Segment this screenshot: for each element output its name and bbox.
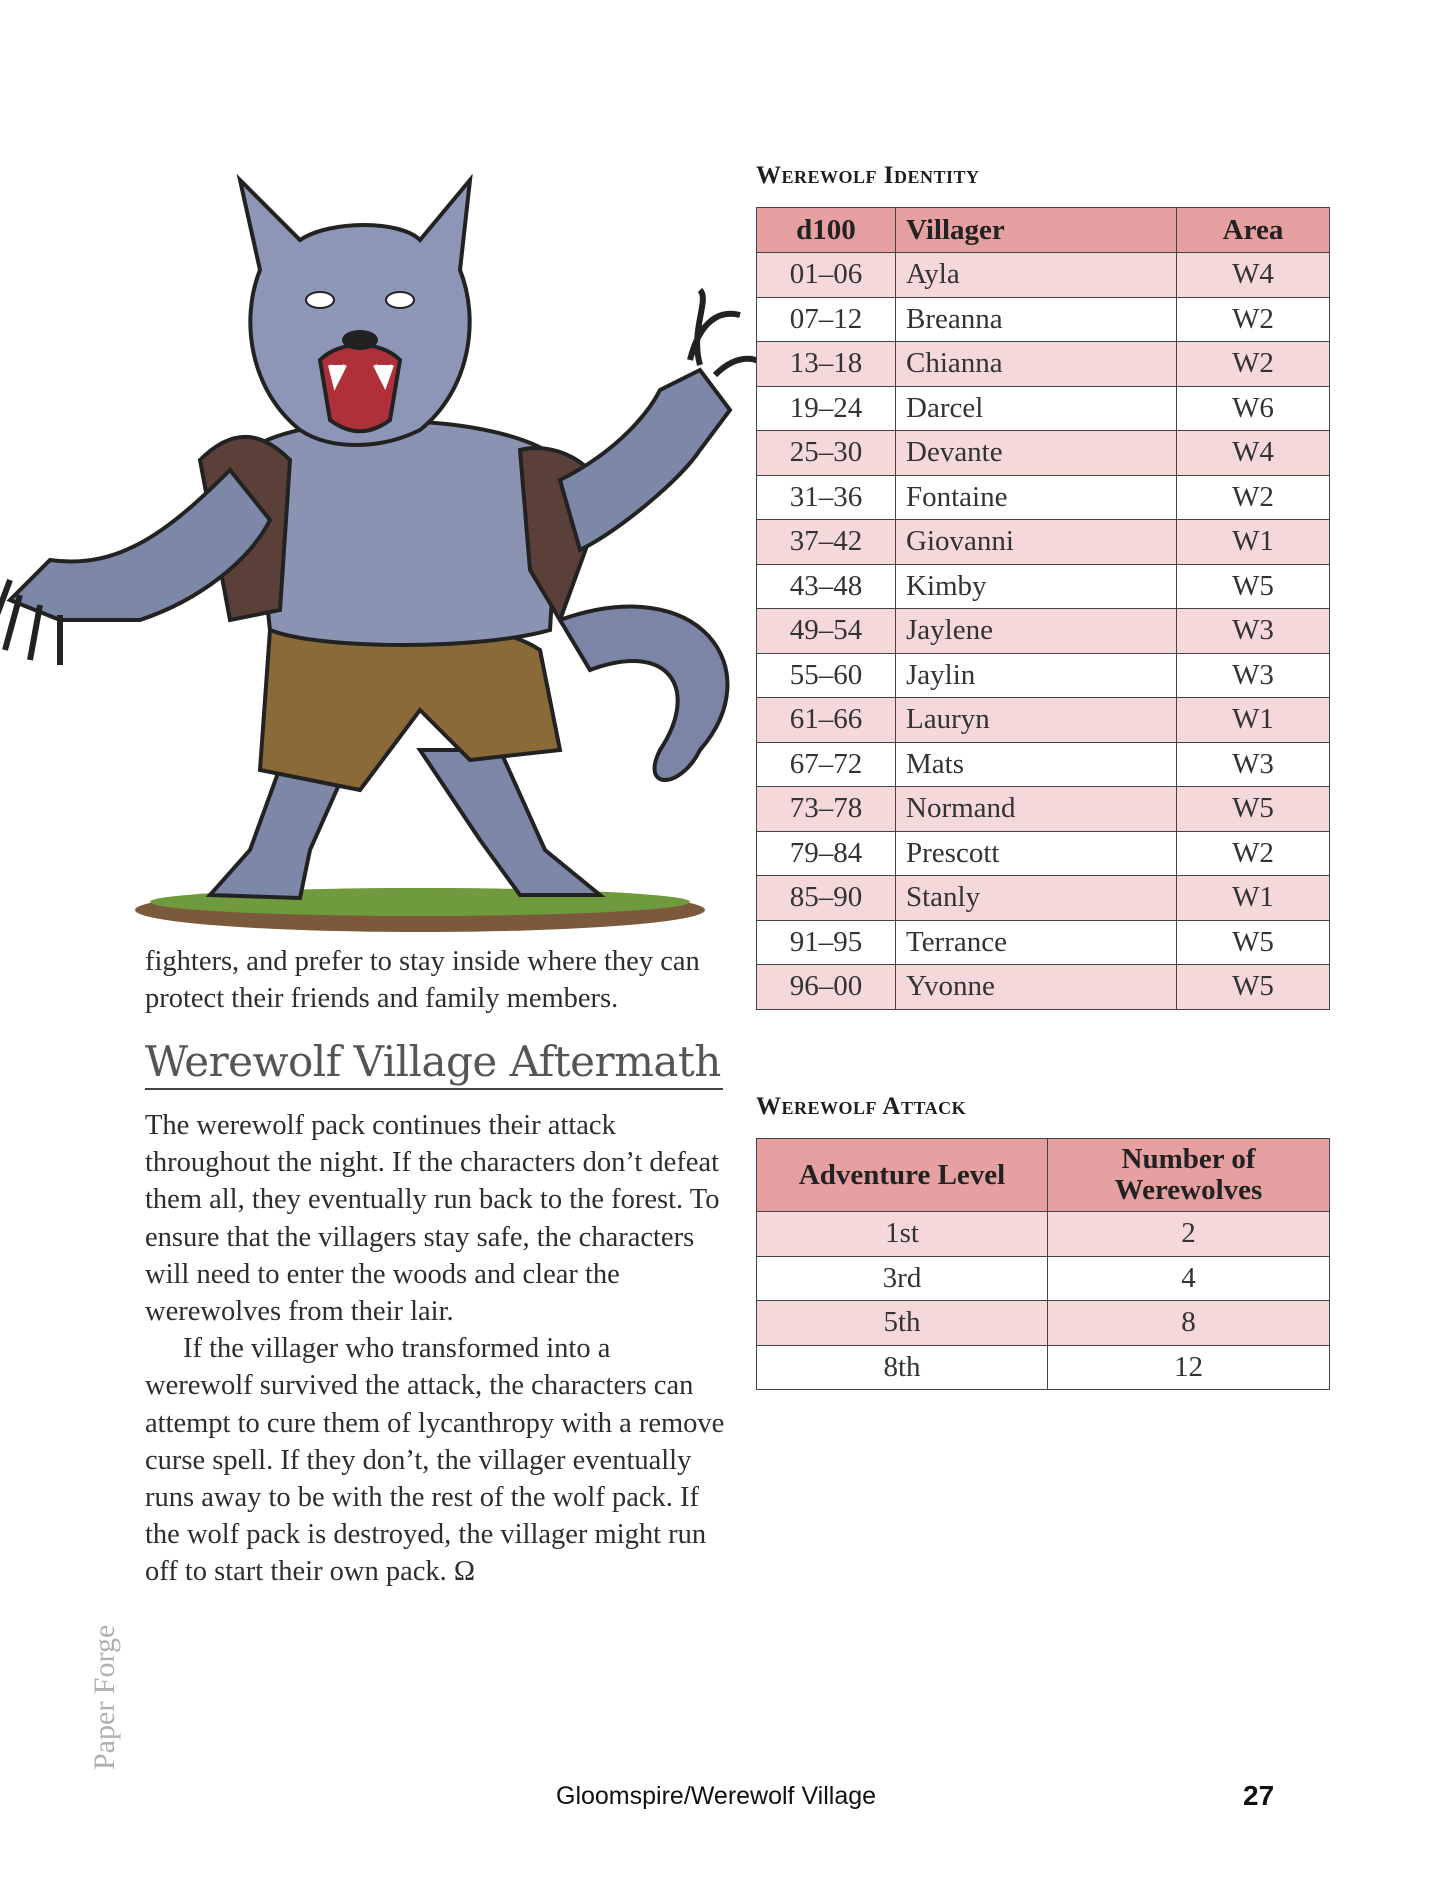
- table-cell: 31–36: [757, 475, 896, 520]
- table-row: [757, 920, 1330, 965]
- table-row: [757, 742, 1330, 787]
- table-row: [757, 653, 1330, 698]
- table-row: [757, 386, 1330, 431]
- section-heading: Werewolf Village Aftermath: [145, 1037, 723, 1090]
- table-row: [757, 698, 1330, 743]
- table-cell: Giovanni: [896, 520, 1177, 565]
- intro-text: fighters, and prefer to stay inside where they can protect their friends and family members.: [145, 946, 700, 1015]
- table-cell: Kimby: [896, 564, 1177, 609]
- table-cell: 67–72: [757, 742, 896, 787]
- table-row: [757, 609, 1330, 654]
- table-cell: Breanna: [896, 297, 1177, 342]
- section-paragraph-1: The werewolf pack continues their attack throughout the night. If the characters don’t defeat them all, they eventually run back to the forest. To ensure that the villagers stay safe, the characters will need to enter the woods and clear the werewolves from their lair.: [145, 1110, 720, 1328]
- table-cell: 25–30: [757, 431, 896, 476]
- table-cell: 3rd: [757, 1256, 1048, 1301]
- table-cell: W2: [1177, 342, 1330, 387]
- werewolf-identity-title: Werewolf Identity: [756, 162, 980, 189]
- col-header-number-of-werewolves: Number of Werewolves: [1048, 1139, 1330, 1212]
- table-cell: 55–60: [757, 653, 896, 698]
- table-cell: W5: [1177, 965, 1330, 1010]
- table-cell: Terrance: [896, 920, 1177, 965]
- table-row: [757, 1256, 1330, 1301]
- table-cell: 49–54: [757, 609, 896, 654]
- table-cell: Yvonne: [896, 965, 1177, 1010]
- table-cell: Jaylene: [896, 609, 1177, 654]
- table-cell: W1: [1177, 876, 1330, 921]
- table-cell: W1: [1177, 520, 1330, 565]
- attack-table-body: [757, 1212, 1330, 1390]
- table-cell: W1: [1177, 698, 1330, 743]
- table-cell: Normand: [896, 787, 1177, 832]
- table-cell: 43–48: [757, 564, 896, 609]
- table-cell: W5: [1177, 564, 1330, 609]
- table-row: [757, 253, 1330, 298]
- table-cell: W5: [1177, 920, 1330, 965]
- table-cell: 4: [1048, 1256, 1330, 1301]
- publisher-side-mark: Paper Forge: [88, 1624, 121, 1770]
- table-row: [757, 342, 1330, 387]
- table-cell: 19–24: [757, 386, 896, 431]
- table-row: [757, 1345, 1330, 1390]
- table-row: [757, 831, 1330, 876]
- table-cell: Prescott: [896, 831, 1177, 876]
- table-cell: Fontaine: [896, 475, 1177, 520]
- table-cell: Mats: [896, 742, 1177, 787]
- table-cell: W3: [1177, 653, 1330, 698]
- col-header-villager: Villager: [896, 208, 1177, 253]
- table-row: [757, 475, 1330, 520]
- table-cell: Chianna: [896, 342, 1177, 387]
- table-cell: W2: [1177, 297, 1330, 342]
- table-cell: Darcel: [896, 386, 1177, 431]
- table-cell: W3: [1177, 742, 1330, 787]
- intro-paragraph: [145, 943, 725, 1017]
- table-row: [757, 431, 1330, 476]
- table-cell: 37–42: [757, 520, 896, 565]
- werewolf-attack-table: [756, 1138, 1330, 1390]
- table-cell: 01–06: [757, 253, 896, 298]
- footer-title: Gloomspire/Werewolf Village: [556, 1782, 877, 1810]
- page-number: 27: [1243, 1780, 1275, 1811]
- table-cell: 12: [1048, 1345, 1330, 1390]
- table-cell: 1st: [757, 1212, 1048, 1257]
- table-cell: 61–66: [757, 698, 896, 743]
- table-cell: 8: [1048, 1301, 1330, 1346]
- col-header-adventure-level: Adventure Level: [757, 1139, 1048, 1212]
- table-cell: Devante: [896, 431, 1177, 476]
- table-cell: 13–18: [757, 342, 896, 387]
- table-cell: 96–00: [757, 965, 896, 1010]
- table-cell: W2: [1177, 831, 1330, 876]
- table-row: [757, 1301, 1330, 1346]
- table-cell: Stanly: [896, 876, 1177, 921]
- col-header-area: Area: [1177, 208, 1330, 253]
- table-cell: 91–95: [757, 920, 896, 965]
- table-cell: 79–84: [757, 831, 896, 876]
- werewolf-illustration: [0, 150, 780, 935]
- table-cell: W2: [1177, 475, 1330, 520]
- table-cell: W4: [1177, 253, 1330, 298]
- werewolf-identity-table: [756, 207, 1330, 1010]
- table-cell: 5th: [757, 1301, 1048, 1346]
- table-row: [757, 787, 1330, 832]
- table-row: [757, 876, 1330, 921]
- table-cell: Jaylin: [896, 653, 1177, 698]
- section-paragraph-2: If the villager who transformed into a werewolf survived the attack, the characters can attempt to cure them of lycanthropy with a remove curse spell. If they don’t, the villager eventually runs away to be with the rest of the wolf pack. If the wolf pack is destroyed, the villager might run off to start their own pack. Ω: [145, 1333, 725, 1588]
- table-cell: 73–78: [757, 787, 896, 832]
- table-cell: W6: [1177, 386, 1330, 431]
- table-cell: W5: [1177, 787, 1330, 832]
- table-row: [757, 1212, 1330, 1257]
- table-cell: 8th: [757, 1345, 1048, 1390]
- table-cell: 85–90: [757, 876, 896, 921]
- section-body: [145, 1107, 725, 1591]
- table-row: [757, 520, 1330, 565]
- table-cell: Ayla: [896, 253, 1177, 298]
- table-cell: 07–12: [757, 297, 896, 342]
- table-cell: 2: [1048, 1212, 1330, 1257]
- table-cell: W3: [1177, 609, 1330, 654]
- table-row: [757, 297, 1330, 342]
- identity-table-body: [757, 253, 1330, 1010]
- table-cell: W4: [1177, 431, 1330, 476]
- table-row: [757, 564, 1330, 609]
- table-cell: Lauryn: [896, 698, 1177, 743]
- col-header-d100: d100: [757, 208, 896, 253]
- werewolf-attack-title: Werewolf Attack: [756, 1093, 967, 1120]
- table-row: [757, 965, 1330, 1010]
